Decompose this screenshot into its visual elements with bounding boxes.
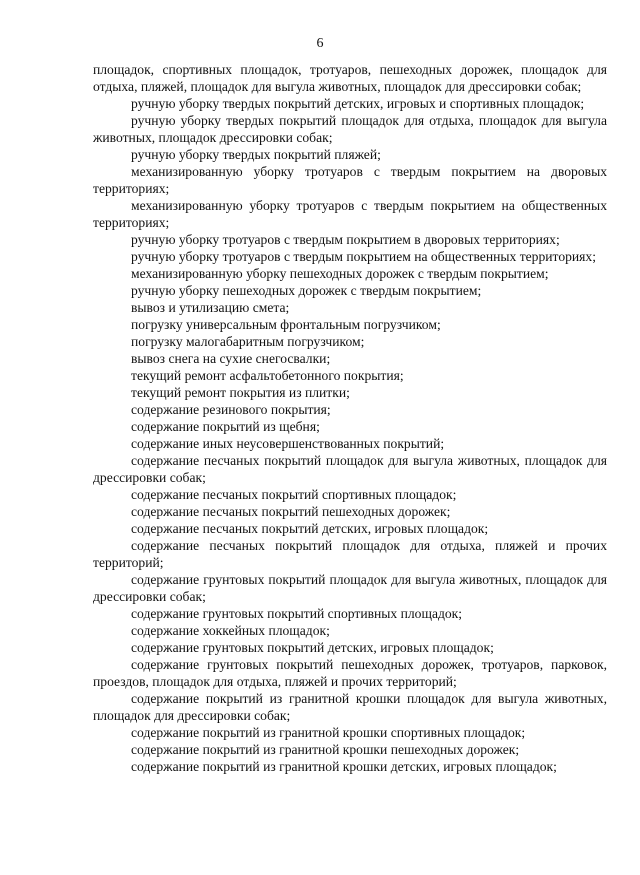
page-number: 6 [316,36,324,51]
list-item: содержание грунтовых покрытий пешеходных дорожек, тротуаров, парковок, проездов, площадок для отдыха, пляжей и прочих территорий; [93,657,607,689]
list-item: содержание грунтовых покрытий площадок для выгула животных, площадок для дрессировки собак; [93,572,607,604]
list-item: содержание покрытий из гранитной крошки площадок для выгула животных, площадок для дрессировки собак; [93,691,607,723]
list-item: погрузку малогабаритным погрузчиком; [131,334,365,349]
list-item: содержание песчаных покрытий пешеходных дорожек; [131,504,451,519]
list-item: ручную уборку твердых покрытий пляжей; [131,147,381,162]
list-item: механизированную уборку тротуаров с твердым покрытием на общественных территориях; [93,198,607,230]
list-item: ручную уборку твердых покрытий площадок для отдыха, площадок для выгула животных, площадок дрессировки собак; [93,113,607,145]
list-item: содержание песчаных покрытий детских, игровых площадок; [131,521,489,536]
list-item: ручную уборку пешеходных дорожек с твердым покрытием; [131,283,482,298]
document-body [93,61,607,775]
list-item: погрузку универсальным фронтальным погрузчиком; [131,317,441,332]
list-item: содержание песчаных покрытий площадок для выгула животных, площадок для дрессировки собак; [93,453,607,485]
list-item: содержание грунтовых покрытий спортивных площадок; [131,606,463,621]
list-item: ручную уборку тротуаров с твердым покрытием на общественных территориях; [131,249,597,264]
list-item: текущий ремонт покрытия из плитки; [131,385,350,400]
list-item: содержание песчаных покрытий спортивных площадок; [131,487,457,502]
list-item: содержание покрытий из гранитной крошки детских, игровых площадок; [131,759,557,774]
list-item: содержание покрытий из гранитной крошки спортивных площадок; [131,725,526,740]
list-item: содержание покрытий из гранитной крошки пешеходных дорожек; [131,742,520,757]
list-item: содержание покрытий из щебня; [131,419,320,434]
list-item: содержание грунтовых покрытий детских, игровых площадок; [131,640,494,655]
list-item: текущий ремонт асфальтобетонного покрытия; [131,368,404,383]
list-item: механизированную уборку пешеходных дорожек с твердым покрытием; [131,266,549,281]
list-item: вывоз снега на сухие снегосвалки; [131,351,331,366]
list-item: вывоз и утилизацию смета; [131,300,290,315]
list-item: механизированную уборку тротуаров с твердым покрытием на дворовых территориях; [93,164,607,196]
list-item: содержание резинового покрытия; [131,402,331,417]
list-item: содержание иных неусовершенствованных покрытий; [131,436,445,451]
list-item: содержание хоккейных площадок; [131,623,330,638]
list-item: площадок, спортивных площадок, тротуаров, пешеходных дорожек, площадок для отдыха, пляжей, площадок для выгула животных, площадок для дрессировки собак; [93,62,607,94]
list-item: содержание песчаных покрытий площадок для отдыха, пляжей и прочих территорий; [93,538,607,570]
list-item: ручную уборку твердых покрытий детских, игровых и спортивных площадок; [131,96,585,111]
list-item: ручную уборку тротуаров с твердым покрытием в дворовых территориях; [131,232,560,247]
